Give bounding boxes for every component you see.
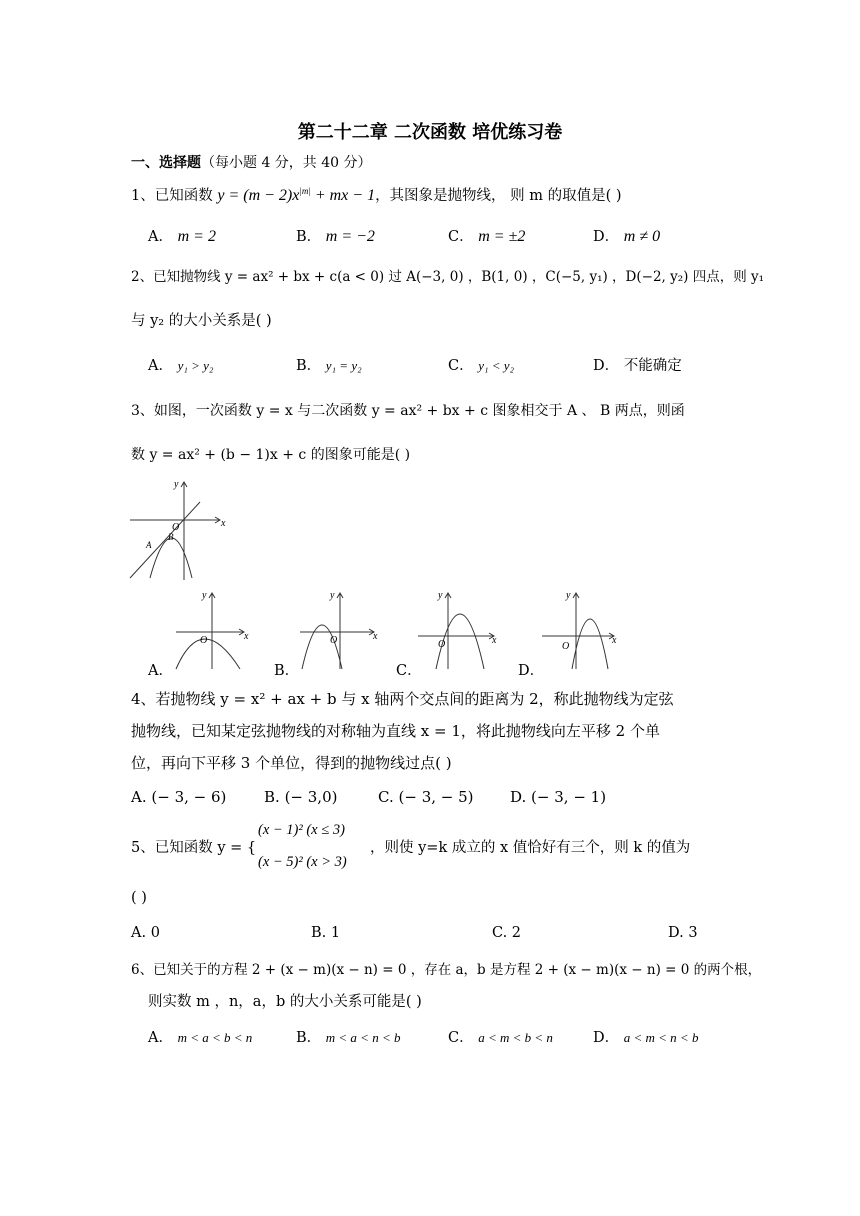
question-1-stem [131,184,622,205]
q3-option-c: C． [396,663,422,679]
option-text: a < m < b < n [478,1030,553,1045]
option-letter: C. [378,788,394,806]
q1-formula-exp: |m| [299,186,311,197]
option-letter: D． [593,1030,620,1046]
page-title: 第二十二章 二次函数 培优练习卷 [297,122,563,143]
q3-option-a-graph [170,589,250,672]
q2-option-d [593,354,682,375]
question-2-line2: 与 y₂ 的大小关系是( ) [131,313,272,329]
q3-option-a: A． [148,663,173,679]
q3-main-figure [128,478,226,582]
line-y-equals-x [130,502,200,578]
option-letter: C． [448,1030,474,1046]
option-text: 0 [150,925,160,941]
option-letter: B． [296,1030,322,1046]
q1-stem-pre: 1、已知函数 [131,188,218,204]
q2-option-b [296,354,362,375]
parabola-curve [572,619,608,669]
option-letter: D. [668,925,684,941]
q5-option-c [492,925,521,941]
q4-option-c [378,788,474,806]
option-text: m = ±2 [478,228,526,245]
q5-option-d [668,925,698,941]
point-a-label: A [146,540,152,550]
option-text: (− 3,0) [284,788,338,806]
question-3-line1: 3、如图，一次函数 y = x 与二次函数 y = ax² + bx + c 图象相交于 A 、 B 两点，则函 [131,403,685,419]
option-letter: C． [448,229,474,245]
section-note: （每小题 4 分，共 40 分） [201,155,372,171]
option-letter: B． [296,358,322,374]
q3-option-c-graph [414,589,498,672]
question-3-line2: 数 y = ax² + (b − 1)x + c 的图象可能是( ) [131,447,411,463]
q3-option-b: B． [274,663,300,679]
option-letter: A. [131,788,147,806]
origin-label: O [562,641,570,652]
option-text: 不能确定 [623,358,682,374]
section-header [131,152,372,172]
q5-option-a [131,925,160,941]
q3-option-d-graph [538,589,618,672]
origin-label: O [172,522,180,533]
y-label: y [174,479,179,490]
q4-option-a [131,788,226,806]
option-text: m = 2 [177,228,216,245]
question-4-line2: 抛物线，已知某定弦抛物线的对称轴为直线 x = 1，将此抛物线向左平移 2 个单 [131,722,660,740]
question-5-line2: ( ) [131,890,147,906]
q1-option-d [593,225,660,246]
question-5-stem-pre: 5、已知函数 y = { [131,840,257,856]
question-4-line3: 位，再向下平移 3 个单位，得到的抛物线过点( ) [131,754,452,772]
q5-piece-2: (x − 5)² (x > 3) [258,854,347,870]
q5-piece-1: (x − 1)² (x ≤ 3) [258,822,345,838]
y-label: y [202,590,207,601]
option-letter: A． [148,1030,173,1046]
q5-option-b [311,925,340,941]
q1-formula: y = (m − 2)x [217,187,300,204]
parabola-curve [150,538,192,578]
question-6-line2: 则实数 m ，n，a，b 的大小关系可能是( ) [148,994,422,1010]
option-letter: B． [296,229,322,245]
q6-option-d [593,1026,698,1047]
option-text: m < a < b < n [177,1030,253,1045]
option-text: y₁ = y₂ [325,358,362,373]
y-label: y [330,590,335,601]
option-letter: A． [148,358,173,374]
option-letter: A. [131,925,147,941]
section-label: 一、选择题 [131,155,201,171]
q6-option-c [448,1026,553,1047]
option-letter: C. [492,925,508,941]
origin-label: O [330,635,338,646]
option-text: (− 3, − 1) [531,788,607,806]
question-5-stem-post: ，则使 y=k 成立的 x 值恰好有三个，则 k 的值为 [370,840,691,856]
option-letter: C． [448,358,474,374]
option-text: m < a < n < b [325,1030,401,1045]
x-label: x [221,518,226,529]
option-letter: D． [593,358,620,374]
option-text: (− 3, − 5) [398,788,474,806]
option-letter: D． [593,229,620,245]
option-text: y₁ < y₂ [478,358,515,373]
q1-option-b [296,225,375,246]
q1-option-c [448,225,525,246]
x-label: x [373,631,378,642]
question-6-line1: 6、已知关于的方程 2 + (x − m)(x − n) = 0 ，存在 a，b 是方程 2 + (x − m)(x − n) = 0 的两个根， [131,962,762,978]
option-letter: A． [148,229,173,245]
q2-option-a [148,354,213,375]
q1-formula-post: + mx − 1 [310,187,376,204]
y-label: y [438,590,443,601]
q4-option-d [510,788,606,806]
option-letter: D. [510,788,527,806]
x-label: x [612,635,617,646]
x-label: x [244,631,249,642]
option-text: (− 3, − 6) [151,788,227,806]
q2-option-c [448,354,514,375]
option-text: 3 [688,925,698,941]
q1-stem-post: ，其图象是抛物线， 则 m 的取值是( ) [375,188,622,204]
x-label: x [492,635,497,646]
option-text: m ≠ 0 [623,228,661,245]
q6-option-b [296,1026,400,1047]
origin-label: O [438,639,446,650]
option-letter: B. [311,925,327,941]
q3-option-b-graph [296,589,378,672]
option-text: m = −2 [325,228,375,245]
y-label: y [566,590,571,601]
option-text: 2 [511,925,522,941]
question-4-line1: 4、若抛物线 y = x² + ax + b 与 x 轴两个交点间的距离为 2，称此抛物线为定弦 [131,690,674,708]
q4-option-b [264,788,337,806]
question-2-line1: 2、已知抛物线 y = ax² + bx + c(a < 0) 过 A(−3, 0) ，B(1, 0) ，C(−5, y₁) ，D(−2, y₂) 四点，则 y₁ [131,269,765,285]
q6-option-a [148,1026,252,1047]
option-letter: B. [264,788,280,806]
q1-option-a [148,225,216,246]
parabola-curve [176,639,240,669]
point-b-label: B [168,532,174,542]
option-text: a < m < n < b [623,1030,699,1045]
option-text: y₁ > y₂ [177,358,214,373]
option-text: 1 [330,925,341,941]
origin-label: O [200,635,208,646]
q3-option-d: D． [518,663,545,679]
